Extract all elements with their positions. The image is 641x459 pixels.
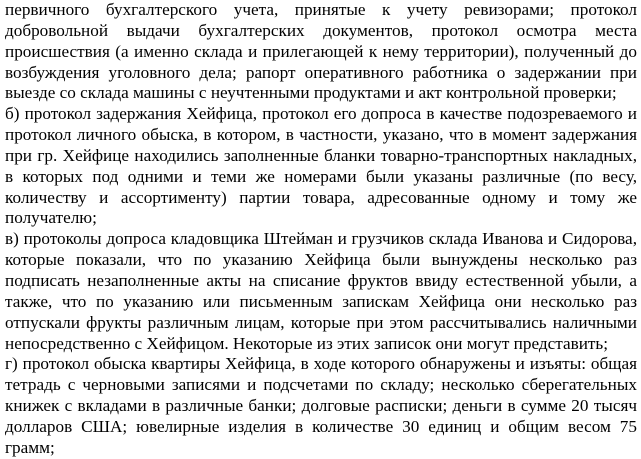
paragraph-text: первичного бухгалтерского учета, принятые к учету ревизорами; протокол добровольной выдачи бухгалтерских документов, протокол осмотра места происшествия (а именно склада и прилегающей к нему территории), полученный до возбуждения уголовного дела; рапорт оперативного работника о задержании при выезде со склада машины с неучтенными продуктами и акт контрольной проверки; [5, 0, 637, 103]
paragraph-b [5, 104, 637, 229]
paragraph-text: в) протоколы допроса кладовщика Штейман и грузчиков склада Иванова и Сидорова, которые показали, что по указанию Хейфица были вынуждены несколько раз подписать незаполненные акты на списание фруктов ввиду естественной убыли, а также, что по указанию или письменным запискам Хейфица они несколько раз отпускали фрукты различным лицам, которые при этом рассчитывались наличными непосредственно с Хейфицом. Некоторые из этих записок они могут представить; [5, 229, 637, 353]
paragraph-a-continued [5, 0, 637, 104]
paragraph-v [5, 229, 637, 354]
paragraph-text: г) протокол обыска квартиры Хейфица, в ходе которого обнаружены и изъяты: общая тетрадь с черновыми записями и подсчетами по складу; несколько сберегательных книжек с вкладами в различные банки; долговые расписки; деньги в сумме 20 тысяч долларов США; ювелирные изделия в количестве 30 единиц и общим весом 75 грамм; [5, 354, 637, 457]
paragraph-text: б) протокол задержания Хейфица, протокол его допроса в качестве подозреваемого и протокол личного обыска, в котором, в частности, указано, что в момент задержания при гр. Хейфице находились заполненные бланки товарно-транспортных накладных, в которых под одними и теми же номерами были указаны различные (по весу, количеству и ассортименту) партии товара, адресованные одному и тому же получателю; [5, 104, 637, 228]
paragraph-g [5, 354, 637, 458]
